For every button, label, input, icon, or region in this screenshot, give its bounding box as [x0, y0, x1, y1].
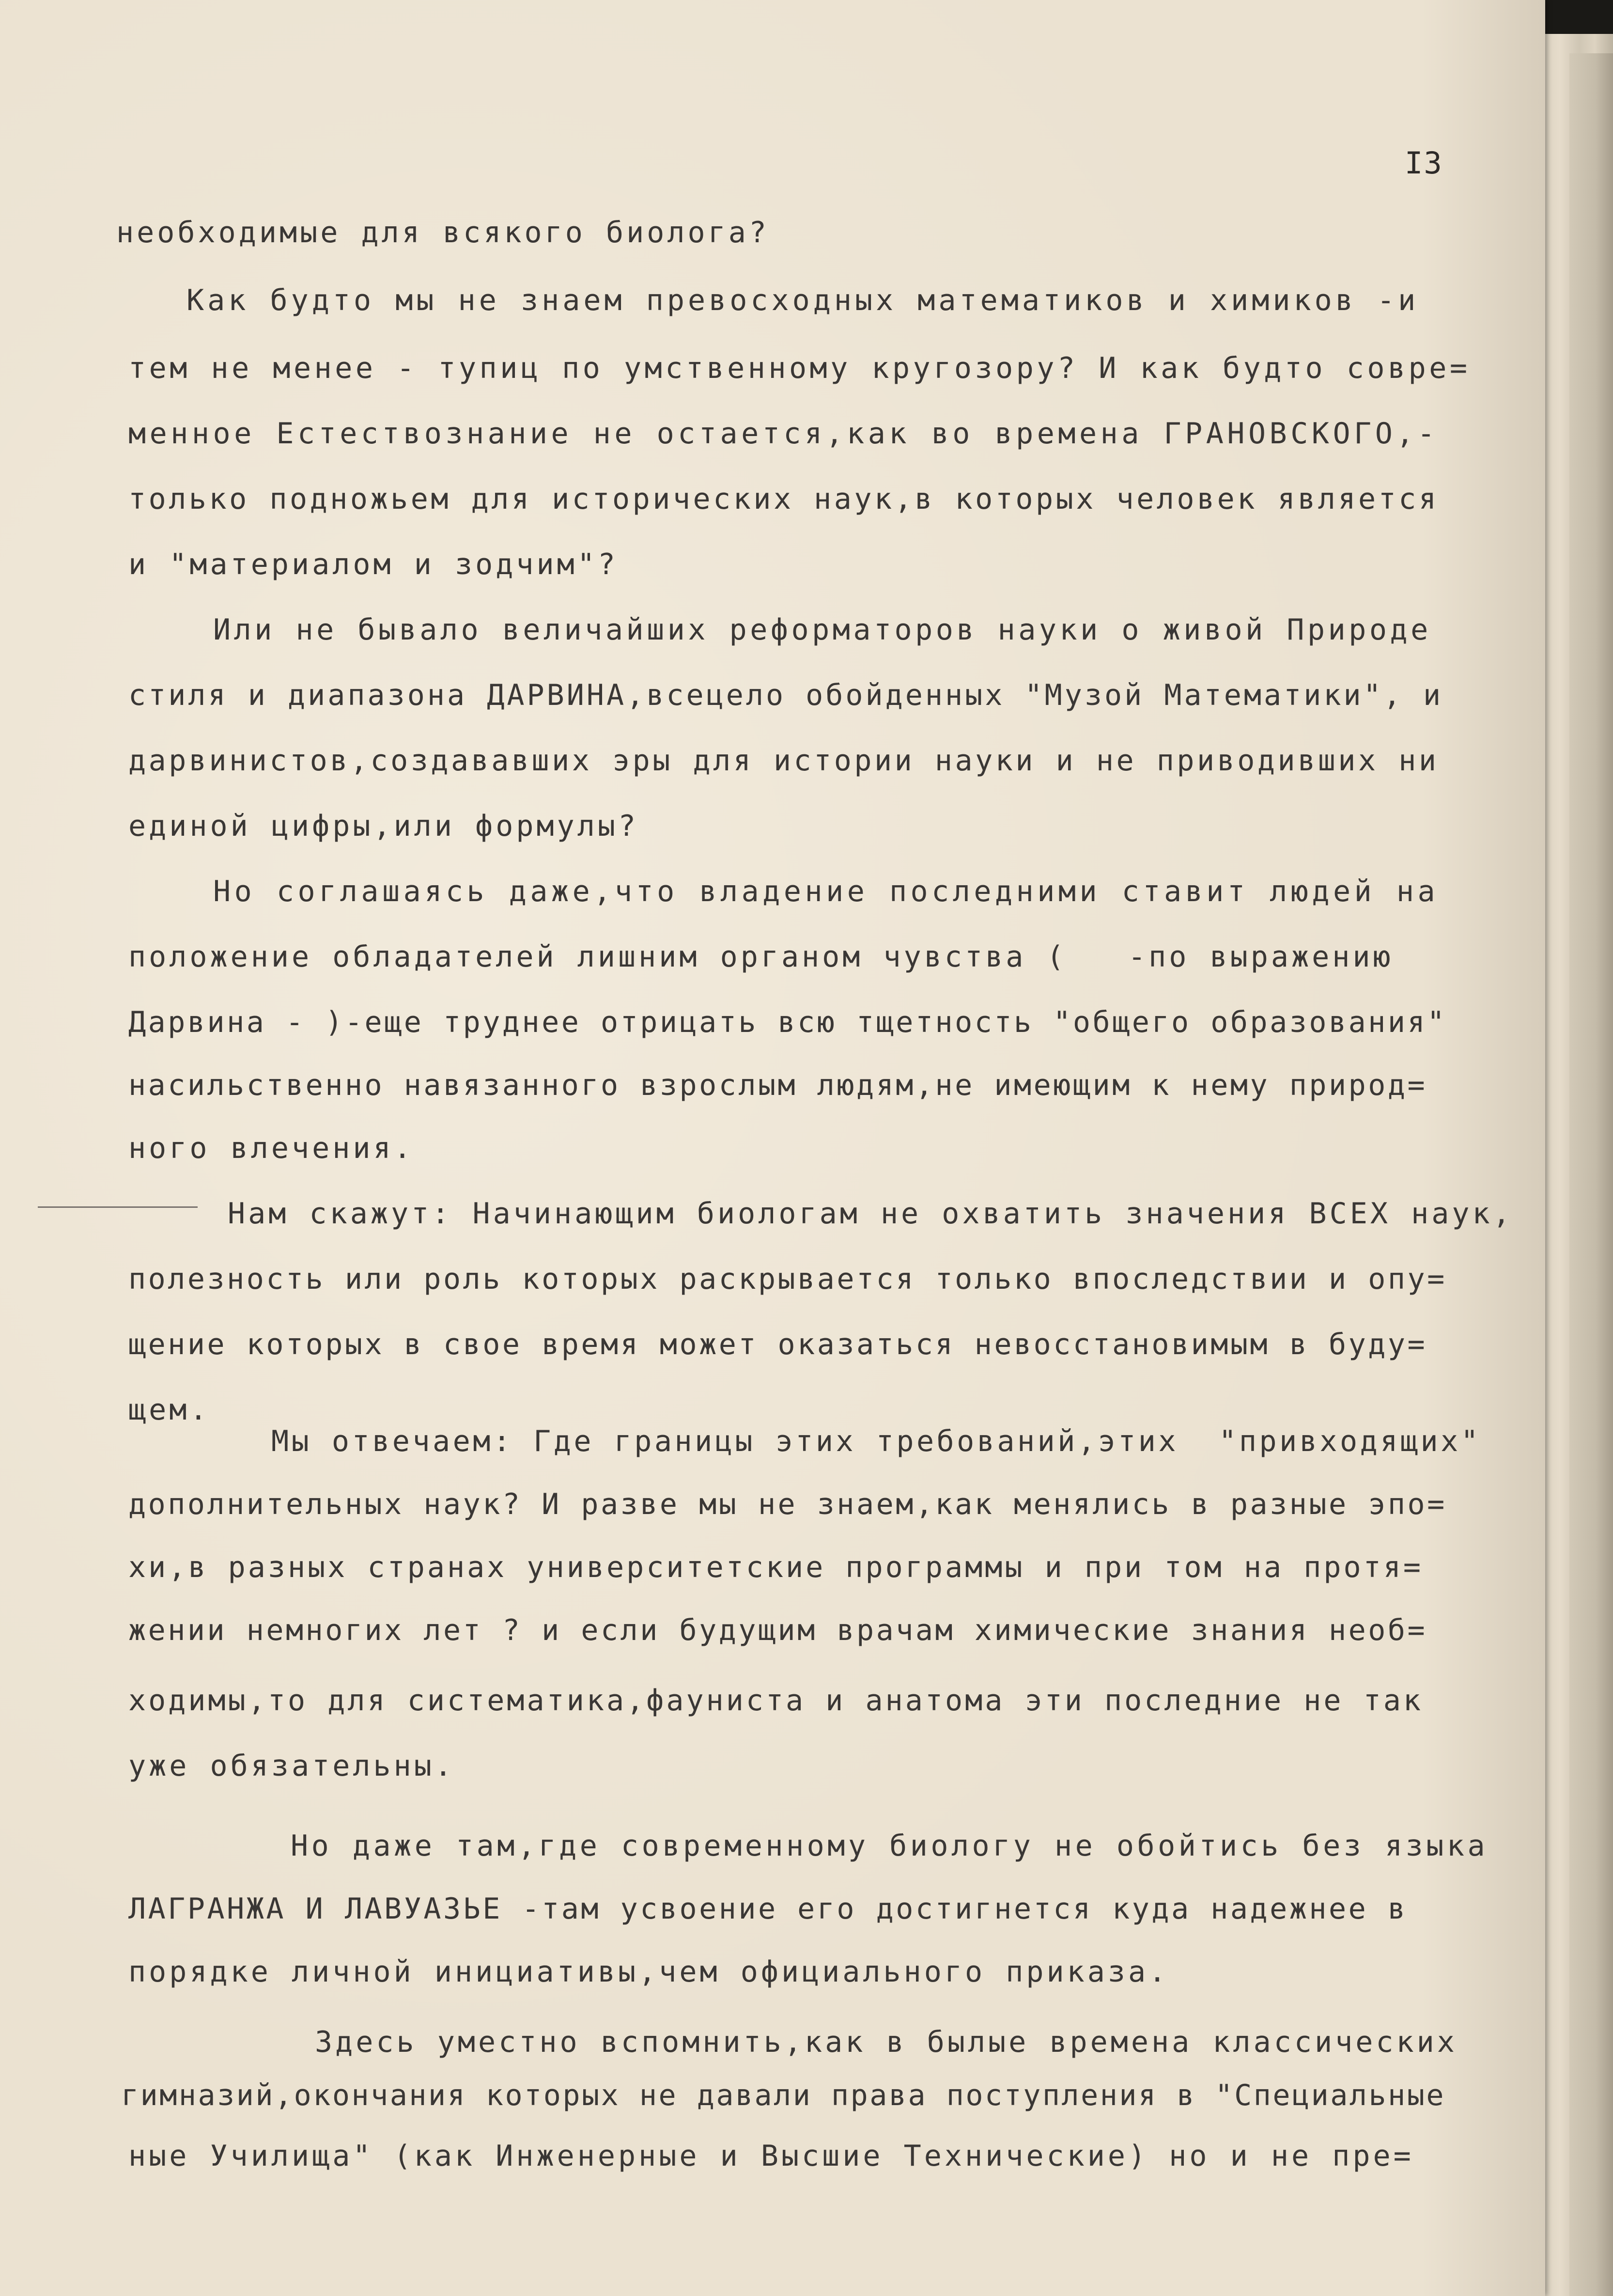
text-line: и "материалом и зодчим"? — [128, 547, 618, 581]
text-line: положение обладателей лишним органом чувства ( -по выражению — [128, 940, 1394, 974]
text-line: только подножьем для исторических наук,в которых человек является — [128, 482, 1439, 516]
text-line: Но соглашаясь даже,что владение последними ставит людей на — [213, 875, 1439, 908]
text-line: щем. — [128, 1393, 210, 1427]
text-line: ные Училища" (как Инженерные и Высшие Технические) но и не пре= — [128, 2139, 1414, 2173]
page-number: I3 — [1405, 145, 1443, 181]
text-line: ЛАГРАНЖА И ЛАВУАЗЬЕ -там усвоение его достигнется куда надежнее в — [128, 1892, 1408, 1926]
text-line: гимназий,окончания которых не давали права поступления в "Специальные — [121, 2078, 1445, 2112]
text-line: Здесь уместно вспомнить,как в былые времена классических — [315, 2025, 1458, 2059]
text-line: Но даже там,где современному биологу не обойтись без языка — [291, 1829, 1489, 1863]
text-line: стиля и диапазона ДАРВИНА,всецело обойденных "Музой Математики", и — [128, 678, 1443, 712]
text-line: Как будто мы не знаем превосходных математиков и химиков -и — [186, 283, 1419, 317]
text-line: полезность или роль которых раскрывается только впоследствии и опу= — [128, 1262, 1447, 1296]
text-line: жении немногих лет ? и если будущим врачам химические знания необ= — [128, 1613, 1427, 1647]
underlying-pages-edge-2 — [1569, 53, 1613, 2296]
text-line: необходимые для всякого биолога? — [116, 216, 769, 250]
text-line: щение которых в свое время может оказаться невосстановимым в буду= — [128, 1328, 1427, 1361]
text-line: Нам скажут: Начинающим биологам не охватить значения ВСЕХ наук, — [228, 1197, 1513, 1231]
text-line: дарвинистов,создававших эры для истории науки и не приводивших ни — [128, 744, 1439, 778]
text-line: насильственно навязанного взрослым людям,не имеющим к нему природ= — [128, 1068, 1427, 1102]
text-line: уже обязательны. — [128, 1749, 455, 1783]
text-line: ного влечения. — [128, 1131, 414, 1165]
text-line: порядке личной инициативы,чем официального приказа. — [128, 1955, 1169, 1989]
text-line: Или не бывало величайших реформаторов науки о живой Природе — [213, 613, 1431, 647]
text-line: тем не менее - тупиц по умственному кругозору? И как будто совре= — [128, 351, 1471, 385]
text-line: дополнительных наук? И разве мы не знаем,как менялись в разные эпо= — [128, 1487, 1447, 1521]
text-line: менное Естествознание не остается,как во времена ГРАНОВСКОГО,- — [128, 417, 1439, 451]
text-line: Мы отвечаем: Где границы этих требований,этих "привходящих" — [271, 1424, 1481, 1458]
text-line: Дарвина - )-еще труднее отрицать всю тщетность "общего образования" — [128, 1005, 1447, 1039]
text-line: ходимы,то для систематика,фауниста и анатома эти последние не так — [128, 1684, 1423, 1718]
text-line: единой цифры,или формулы? — [128, 809, 639, 843]
margin-pencil-mark — [38, 1206, 198, 1208]
text-line: хи,в разных странах университетские программы и при том на протя= — [128, 1550, 1423, 1584]
